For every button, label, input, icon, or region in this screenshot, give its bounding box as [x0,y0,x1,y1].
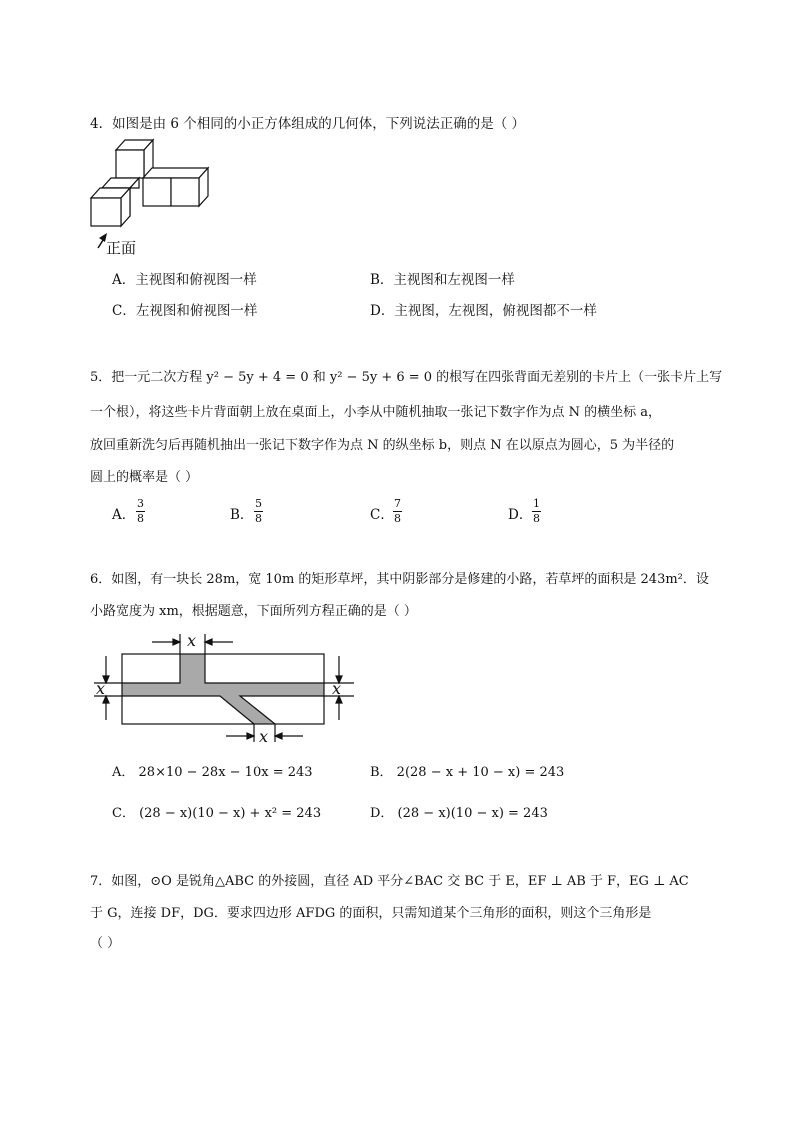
cube-figure [88,136,218,236]
q4-stem: 4．如图是由 6 个相同的小正方体组成的几何体，下列说法正确的是（ ） [90,116,526,132]
q7-line3: （ ） [90,936,121,951]
q4-option-d[interactable]: D．主视图，左视图，俯视图都不一样 [370,303,597,319]
q4-option-c[interactable]: C．左视图和俯视图一样 [112,303,258,319]
q7-line1: 7．如图，⊙O 是锐角△ABC 的外接圆，直径 AD 平分∠BAC 交 BC 于 E，EF ⊥ AB 于 F，EG ⊥ AC [90,874,689,889]
q4-option-a[interactable]: A．主视图和俯视图一样 [112,272,257,288]
q5-option-d-fraction: 1 8 [533,497,540,525]
lawn-figure [90,628,360,748]
x-label-top: x [187,631,197,650]
q5-line2: 一个根），将这些卡片背面朝上放在桌面上，小李从中随机抽取一张记下数字作为点 N 的横坐标 a， [90,405,662,420]
q5-option-b[interactable]: B． [230,507,254,523]
q4-option-b[interactable]: B．主视图和左视图一样 [370,272,515,288]
q5-line3: 放回重新洗匀后再随机抽出一张记下数字作为点 N 的纵坐标 b，则点 N 在以原点为圆心，5 为半径的 [90,438,675,453]
q5-line1: 5．把一元二次方程 y² − 5y + 4 = 0 和 y² − 5y + 6 = 0 的根写在四张背面无差别的卡片上（一张卡片上写 [90,370,723,385]
q5-option-c-fraction: 7 8 [394,497,401,525]
q5-option-a-fraction: 3 8 [137,497,144,525]
q5-line4: 圆上的概率是（ ） [90,470,199,485]
q6-option-c[interactable]: C． (28 − x)(10 − x) + x² = 243 [112,806,322,821]
x-label-right: x [332,679,342,698]
q5-option-a[interactable]: A． [112,507,136,523]
x-label-bottom: x [259,727,269,746]
q6-option-a[interactable]: A． 28×10 − 28x − 10x = 243 [112,765,313,780]
x-label-left: x [96,679,106,698]
q6-line2: 小路宽度为 xm，根据题意，下面所列方程正确的是（ ） [90,604,417,619]
q7-line2: 于 G，连接 DF，DG．要求四边形 AFDG 的面积，只需知道某个三角形的面积，则这个三角形是 [90,906,652,921]
q6-option-b[interactable]: B． 2(28 − x + 10 − x) = 243 [370,765,565,780]
q6-option-d[interactable]: D． (28 − x)(10 − x) = 243 [370,806,548,821]
front-label: 正面 [106,239,137,257]
q5-option-c[interactable]: C． [370,507,394,523]
q5-option-d[interactable]: D． [508,507,533,523]
q6-line1: 6．如图，有一块长 28m，宽 10m 的矩形草坪，其中阴影部分是修建的小路，若草坪的面积是 243m²．设 [90,572,709,587]
q5-option-b-fraction: 5 8 [255,497,262,525]
